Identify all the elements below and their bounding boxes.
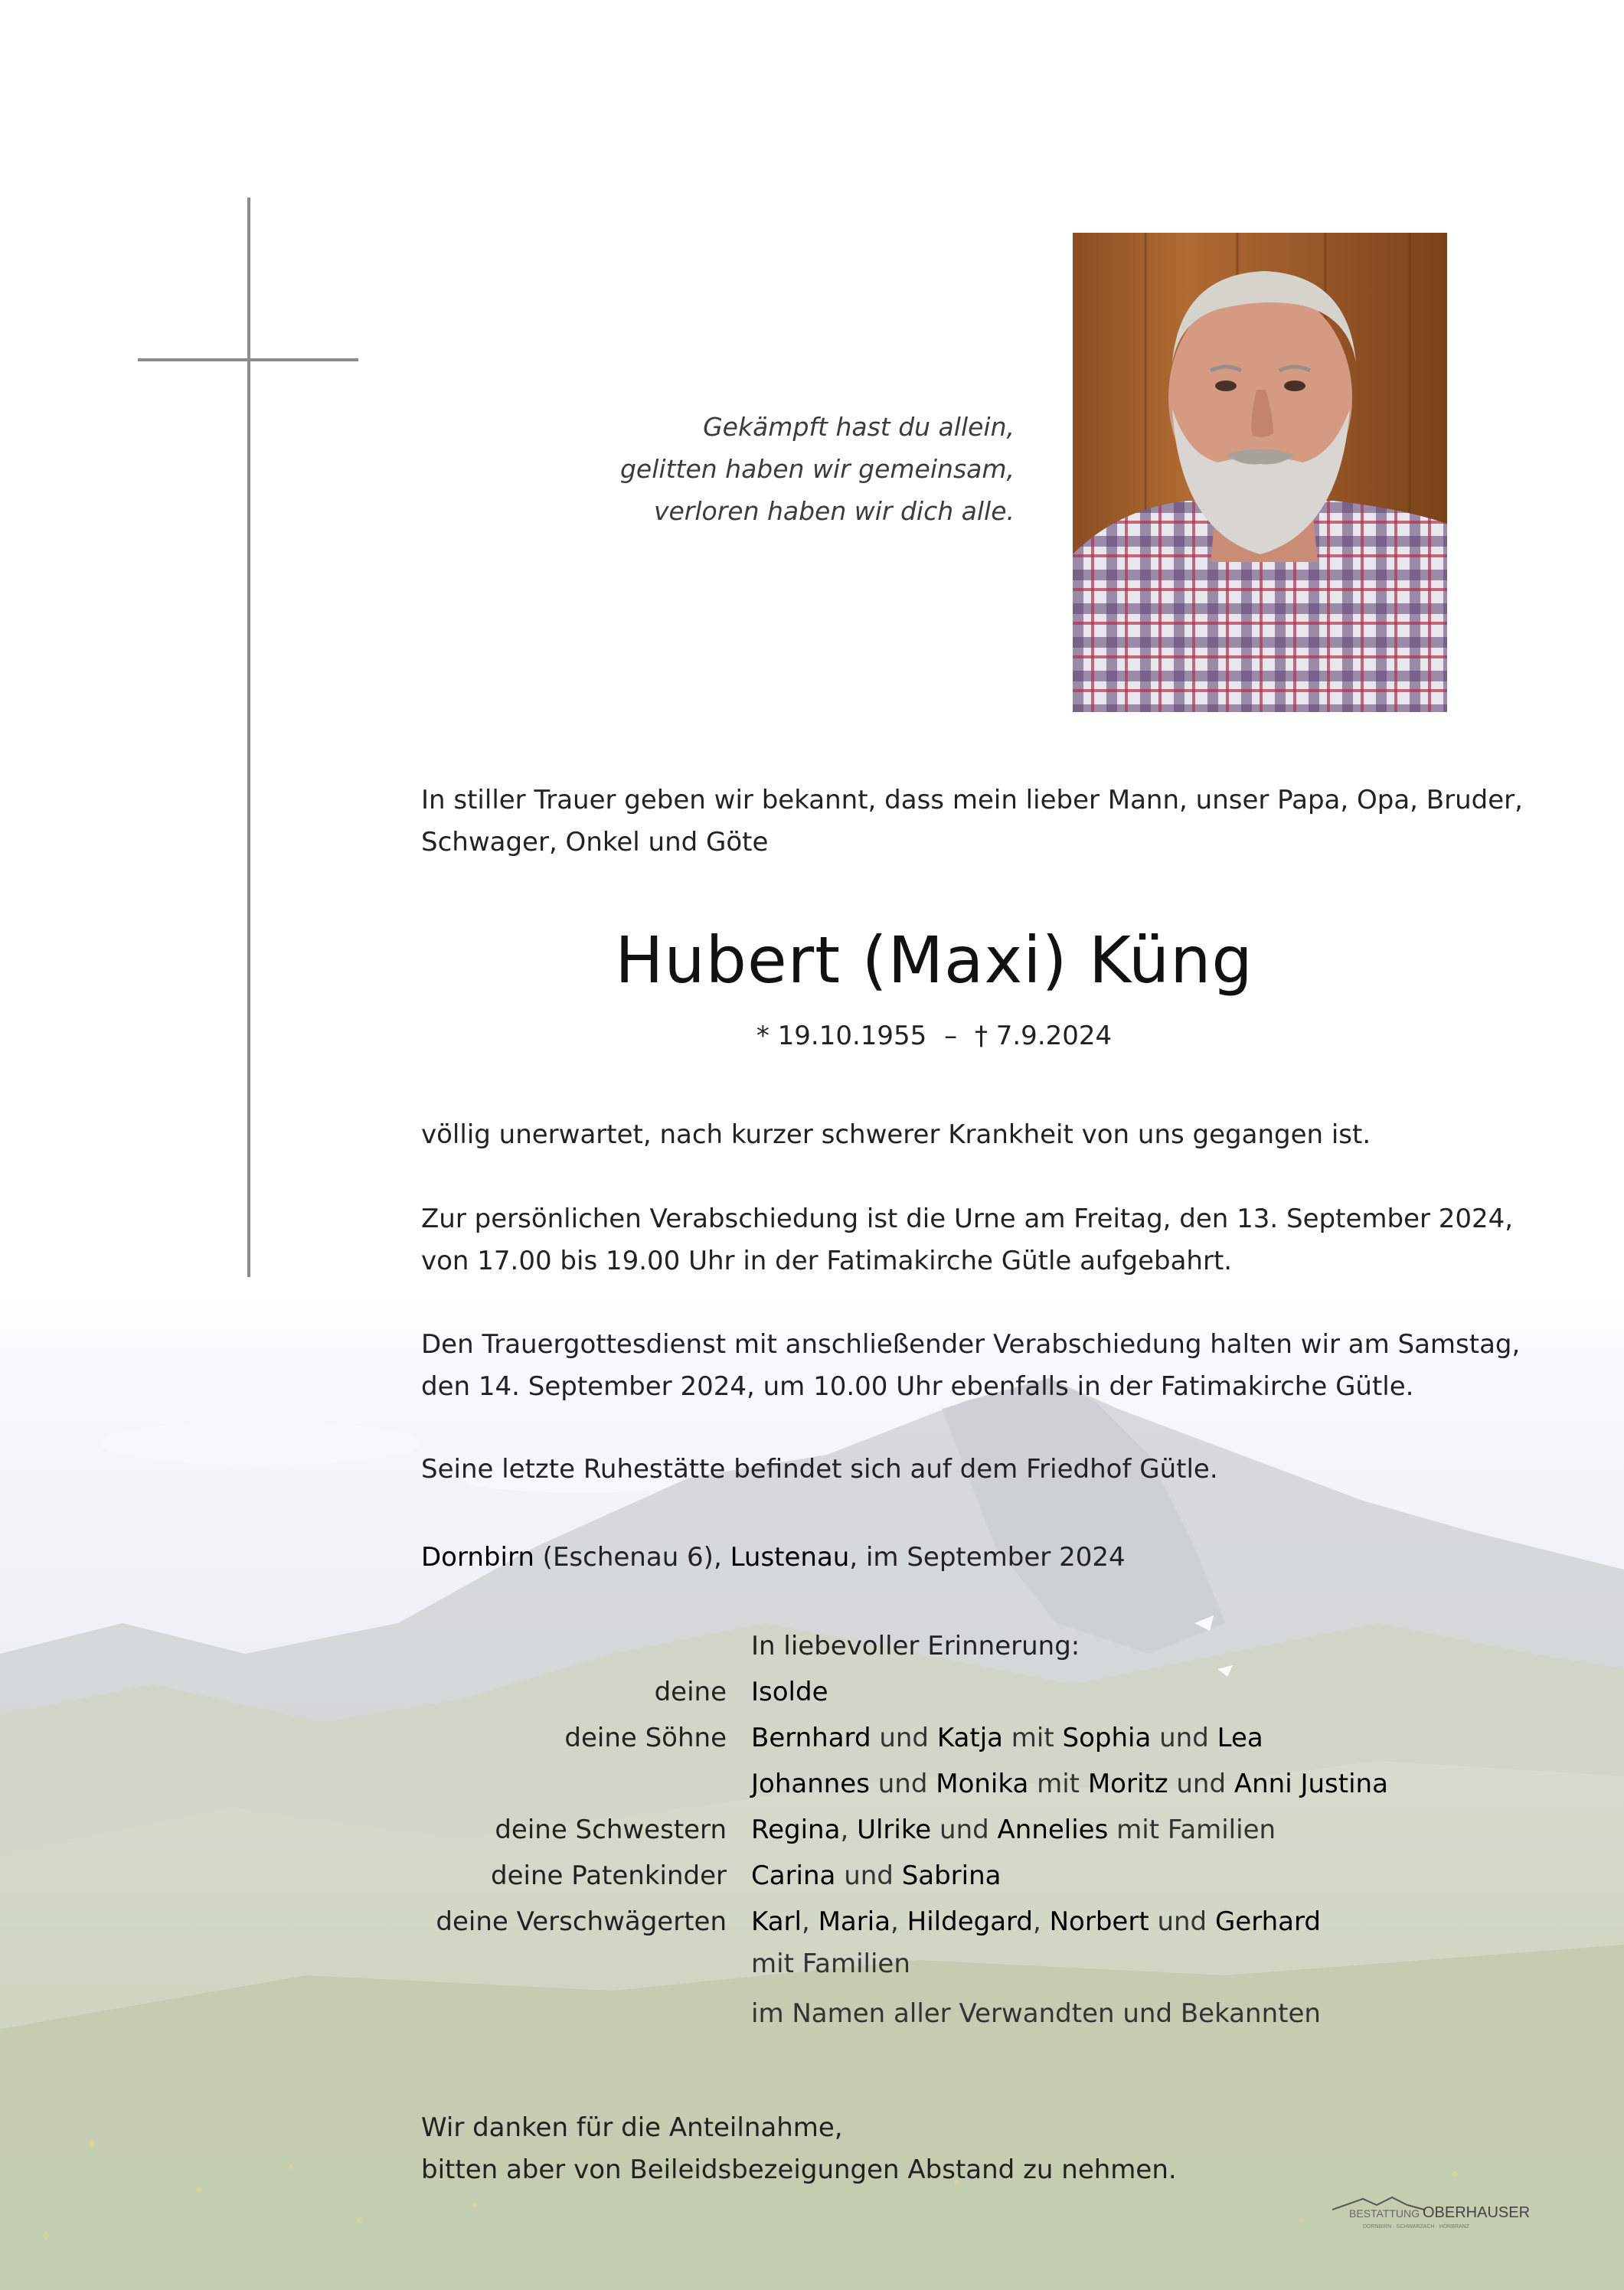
logo-prefix: BESTATTUNG: [1349, 2207, 1420, 2220]
funeral-home-logo: [1332, 2194, 1550, 2234]
place-lustenau: Lustenau: [730, 1542, 850, 1573]
relative-names: Bernhard und Katja mit Sophia und Lea: [751, 1723, 1263, 1753]
thanks-line: Wir danken für die Anteilnahme,: [421, 2112, 843, 2143]
birth-date: * 19.10.1955: [756, 1021, 927, 1051]
service-line: Den Trauergottesdienst mit anschließender Verabschiedung halten wir am Samstag,: [421, 1329, 1521, 1360]
relation-label: deine Patenkinder: [491, 1860, 727, 1891]
date-separator: –: [944, 1021, 958, 1051]
quote: [521, 406, 1015, 532]
quote-line: verloren haben wir dich alle.: [653, 496, 1015, 526]
quote-line: Gekämpft hast du allein,: [703, 412, 1015, 442]
death-date: † 7.9.2024: [974, 1021, 1113, 1051]
quote-line: gelitten haben wir gemeinsam,: [619, 454, 1015, 484]
relative-names: Karl, Maria, Hildegard, Norbert und Gerhard: [751, 1906, 1321, 1937]
family-row-wife: [0, 1677, 1624, 1723]
relation-label: deine Söhne: [564, 1723, 727, 1753]
logo-sub: DORNBIRN · SCHWARZACH · HÖRBRANZ: [1363, 2224, 1469, 2230]
relative-names: Carina und Sabrina: [751, 1860, 1002, 1891]
relation-label: deine: [654, 1677, 727, 1707]
location-line: [421, 1537, 1447, 1579]
viewing-line: Zur persönlichen Verabschiedung ist die Urne am Freitag, den 13. September 2024,: [421, 1204, 1514, 1234]
burial-line: Seine letzte Ruhestätte befindet sich auf dem Friedhof Gütle.: [421, 1454, 1218, 1485]
mountain-logo-icon: [1332, 2194, 1550, 2234]
location-date: , im September 2024: [849, 1542, 1126, 1573]
deceased-name: Hubert (Maxi) Küng: [615, 923, 1253, 998]
relative-names: Johannes und Monika mit Moritz und Anni Justina: [751, 1769, 1388, 1799]
relatives-all: im Namen aller Verwandten und Bekannten: [751, 1998, 1321, 2029]
address: (Eschenau 6),: [534, 1542, 730, 1573]
family-row-inlaws-2: [0, 1949, 1624, 1994]
viewing-text: [421, 1198, 1514, 1282]
thanks-text: [421, 2107, 1447, 2191]
service-line: den 14. September 2024, um 10.00 Uhr ebenfalls in der Fatimakirche Gütle.: [421, 1371, 1414, 1402]
intro-line: In stiller Trauer geben wir bekannt, dass mein lieber Mann, unser Papa, Opa, Bruder,: [421, 785, 1523, 815]
intro-line: Schwager, Onkel und Göte: [421, 827, 769, 858]
family-row-sons: [0, 1723, 1624, 1769]
portrait-photo: [1073, 233, 1447, 712]
service-text: [421, 1324, 1521, 1408]
family-row-sisters: [0, 1815, 1624, 1860]
thanks-line: bitten aber von Beileidsbezeigungen Abstand zu nehmen.: [421, 2154, 1177, 2185]
relative-names: Regina, Ulrike und Annelies mit Familien: [751, 1815, 1276, 1845]
cross-icon-bar: [138, 358, 358, 361]
relative-suffix: mit Familien: [751, 1949, 910, 1979]
intro-text: [421, 779, 1523, 864]
passing-line: völlig unerwartet, nach kurzer schwerer Krankheit von uns gegangen ist.: [421, 1119, 1371, 1150]
family-row-sons-2: [0, 1769, 1624, 1815]
relation-label: deine Verschwägerten: [436, 1906, 727, 1937]
viewing-line: von 17.00 bis 19.00 Uhr in der Fatimakirche Gütle aufgebahrt.: [421, 1246, 1233, 1276]
place-dornbirn: Dornbirn: [421, 1542, 534, 1573]
relative-name: Isolde: [751, 1677, 828, 1707]
life-dates: [421, 1021, 1447, 1051]
family-intro: In liebevoller Erinnerung:: [751, 1631, 1080, 1661]
burial-text: [421, 1449, 1447, 1491]
family-row-inlaws: [0, 1906, 1624, 1952]
passing-text: [421, 1114, 1447, 1156]
logo-name: OBERHAUSER: [1423, 2204, 1531, 2221]
family-row-all: [0, 1998, 1624, 2044]
relation-label: deine Schwestern: [495, 1815, 727, 1845]
family-row-godchildren: [0, 1860, 1624, 1906]
